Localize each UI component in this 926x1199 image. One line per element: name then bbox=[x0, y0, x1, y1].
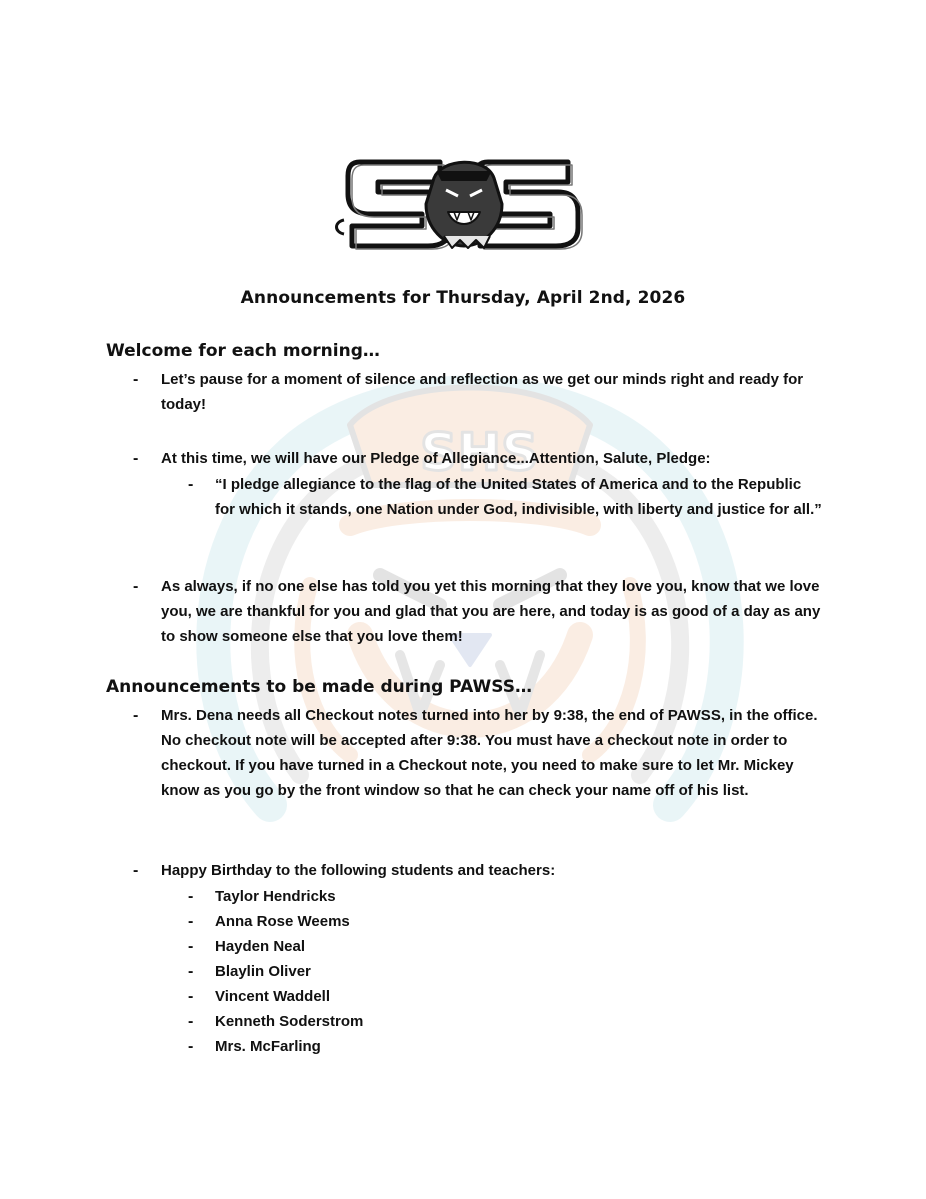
list-item-birthday: Happy Birthday to the following students and teachers: bbox=[161, 862, 556, 879]
svg-text:SHS: SHS bbox=[420, 423, 539, 483]
sub-bullet-marker: - bbox=[188, 988, 194, 1005]
section-heading-pawss: Announcements to be made during PAWSS… bbox=[106, 677, 532, 697]
birthday-name: Vincent Waddell bbox=[215, 988, 331, 1005]
page-title: Announcements for Thursday, April 2nd, 2026 bbox=[240, 288, 686, 308]
birthday-name: Hayden Neal bbox=[215, 938, 306, 955]
birthday-name: Anna Rose Weems bbox=[215, 913, 350, 930]
birthday-name: Kenneth Soderstrom bbox=[215, 1013, 364, 1030]
birthday-name: Blaylin Oliver bbox=[215, 963, 311, 980]
sub-bullet-marker: - bbox=[188, 963, 194, 980]
sub-bullet-marker: - bbox=[188, 1013, 194, 1030]
bullet-marker: - bbox=[133, 707, 139, 724]
birthday-name: Mrs. McFarling bbox=[215, 1038, 321, 1055]
section-heading-welcome: Welcome for each morning… bbox=[106, 341, 380, 361]
bullet-marker: - bbox=[133, 450, 139, 467]
birthday-name: Taylor Hendricks bbox=[215, 888, 336, 905]
bullet-marker: - bbox=[133, 578, 139, 595]
sub-bullet-marker: - bbox=[188, 888, 194, 905]
sub-bullet-marker: - bbox=[188, 1038, 194, 1055]
list-item-checkout: Mrs. Dena needs all Checkout notes turned into her by 9:38, the end of PAWSS, in the office. No checkout note will be accepted after 9:38. You must have a checkout note in order to checkout. If you have turned in a Checkout note, you need to make sure to let Mr. Mickey know as you go by the front window so that he can check your name off of his list. bbox=[161, 707, 818, 799]
sub-bullet-marker: - bbox=[188, 938, 194, 955]
list-item-silence: Let’s pause for a moment of silence and reflection as we get our minds right and ready for today! bbox=[161, 371, 804, 413]
sub-bullet-marker: - bbox=[188, 913, 194, 930]
bullet-marker: - bbox=[133, 862, 139, 879]
list-item-love: As always, if no one else has told you yet this morning that they love you, know that we love you, we are thankful for you and glad that you are here, and today is as good of a day as any to show someone else that you love them! bbox=[161, 578, 821, 645]
list-item-pledge-text: “I pledge allegiance to the flag of the United States of America and to the Republic for which it stands, one Nation under God, indivisible, with liberty and justice for all.” bbox=[215, 476, 822, 518]
bullet-marker: - bbox=[133, 371, 139, 388]
sub-bullet-marker: - bbox=[188, 476, 194, 493]
list-item-pledge: At this time, we will have our Pledge of Allegiance...Attention, Salute, Pledge: bbox=[161, 450, 711, 467]
